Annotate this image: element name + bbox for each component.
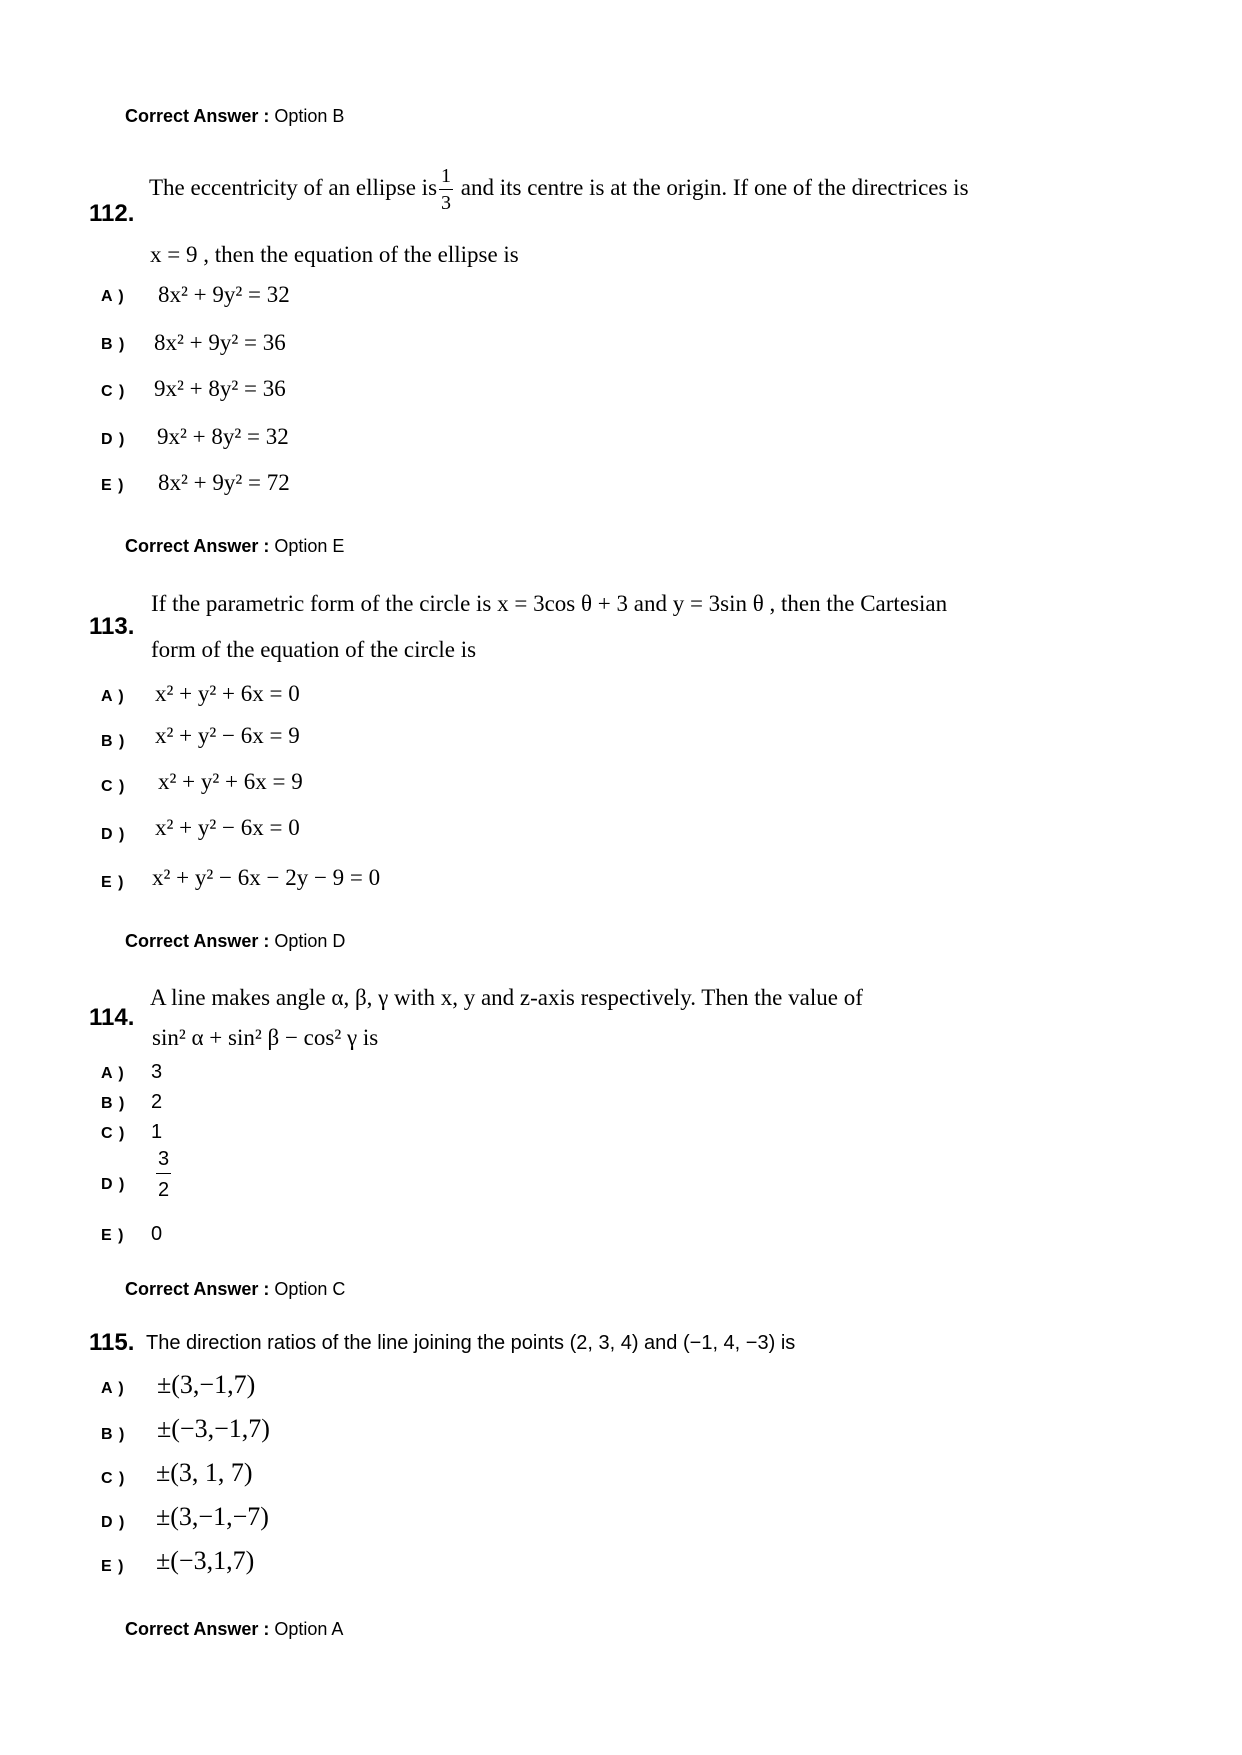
option-c: 1 (151, 1121, 163, 1143)
option-label-a: A ) (101, 1065, 125, 1082)
fraction-one-third: $\frac{1}{3}$ (441, 165, 452, 214)
option-label-c: C ) (101, 1470, 126, 1487)
question-text-line2: sin² α + sin² β − cos² γ is (152, 1025, 379, 1050)
option-d: 9x² + 8y² = 32 (157, 424, 289, 449)
question-text: If the parametric form of the circle is x = 3cos θ + 3 and y = 3sin θ , then the Cartesian (151, 591, 948, 616)
option-label-c: C ) (101, 1125, 126, 1142)
correct-answer-113: Correct Answer : Option D (125, 931, 346, 951)
option-a: 3 (151, 1061, 163, 1083)
option-label-a: A ) (101, 688, 125, 705)
question-text: The direction ratios of the line joining the points (2, 3, 4) and (−1, 4, −3) is (146, 1332, 796, 1354)
option-d-fraction (156, 1149, 171, 1200)
option-label-b: B ) (101, 733, 126, 750)
correct-answer-label: Correct Answer : (125, 106, 270, 126)
question-text: The eccentricity of an ellipse is $\frac{1}{3}$ and its centre is at the origin. If one of the directrices is (149, 165, 969, 214)
option-label-b: B ) (101, 1426, 126, 1443)
correct-answer-114: Correct Answer : Option C (125, 1279, 346, 1299)
option-b: ±(−3,−1,7) (157, 1414, 270, 1443)
option-e: 0 (151, 1223, 163, 1245)
option-label-c: C ) (101, 383, 126, 400)
option-a: x² + y² + 6x = 0 (155, 681, 300, 706)
question-text-line2: form of the equation of the circle is (151, 637, 477, 662)
option-label-b: B ) (101, 336, 126, 353)
option-c: x² + y² + 6x = 9 (158, 769, 303, 794)
option-b: x² + y² − 6x = 9 (155, 723, 300, 748)
option-label-d: D ) (101, 1176, 126, 1193)
question-number: 114. (89, 1004, 135, 1031)
option-label-c: C ) (101, 778, 126, 795)
option-label-e: E ) (101, 477, 125, 494)
question-number: 112. (89, 200, 135, 227)
option-a: ±(3,−1,7) (157, 1370, 256, 1399)
option-d: x² + y² − 6x = 0 (155, 815, 300, 840)
correct-answer-prev (125, 106, 344, 127)
option-e: x² + y² − 6x − 2y − 9 = 0 (152, 865, 381, 890)
option-c: 9x² + 8y² = 36 (154, 376, 286, 401)
correct-answer-value: Option B (274, 106, 345, 126)
option-label-b: B ) (101, 1095, 126, 1112)
option-label-d: D ) (101, 826, 126, 843)
option-b: 8x² + 9y² = 36 (154, 330, 286, 355)
fraction-numerator: 3 (156, 1149, 171, 1174)
option-label-e: E ) (101, 1227, 125, 1244)
option-label-e: E ) (101, 874, 125, 891)
question-number: 113. (89, 613, 135, 640)
option-label-d: D ) (101, 431, 126, 448)
option-c: ±(3, 1, 7) (156, 1458, 253, 1487)
question-text: A line makes angle α, β, γ with x, y and z-axis respectively. Then the value of (150, 985, 863, 1010)
option-e: ±(−3,1,7) (156, 1546, 255, 1575)
option-d: ±(3,−1,−7) (156, 1502, 269, 1531)
option-label-e: E ) (101, 1558, 125, 1575)
option-label-a: A ) (101, 1380, 125, 1397)
option-a: 8x² + 9y² = 32 (158, 282, 290, 307)
option-b: 2 (151, 1091, 163, 1113)
option-e: 8x² + 9y² = 72 (158, 470, 290, 495)
correct-answer-112: Correct Answer : Option E (125, 536, 345, 556)
question-number: 115. (89, 1329, 135, 1356)
fraction-denominator: 2 (158, 1179, 170, 1201)
option-label-d: D ) (101, 1514, 126, 1531)
correct-answer-115: Correct Answer : Option A (125, 1619, 344, 1639)
option-label-a: A ) (101, 288, 125, 305)
question-text-line2: x = 9 , then the equation of the ellipse is (150, 242, 519, 267)
